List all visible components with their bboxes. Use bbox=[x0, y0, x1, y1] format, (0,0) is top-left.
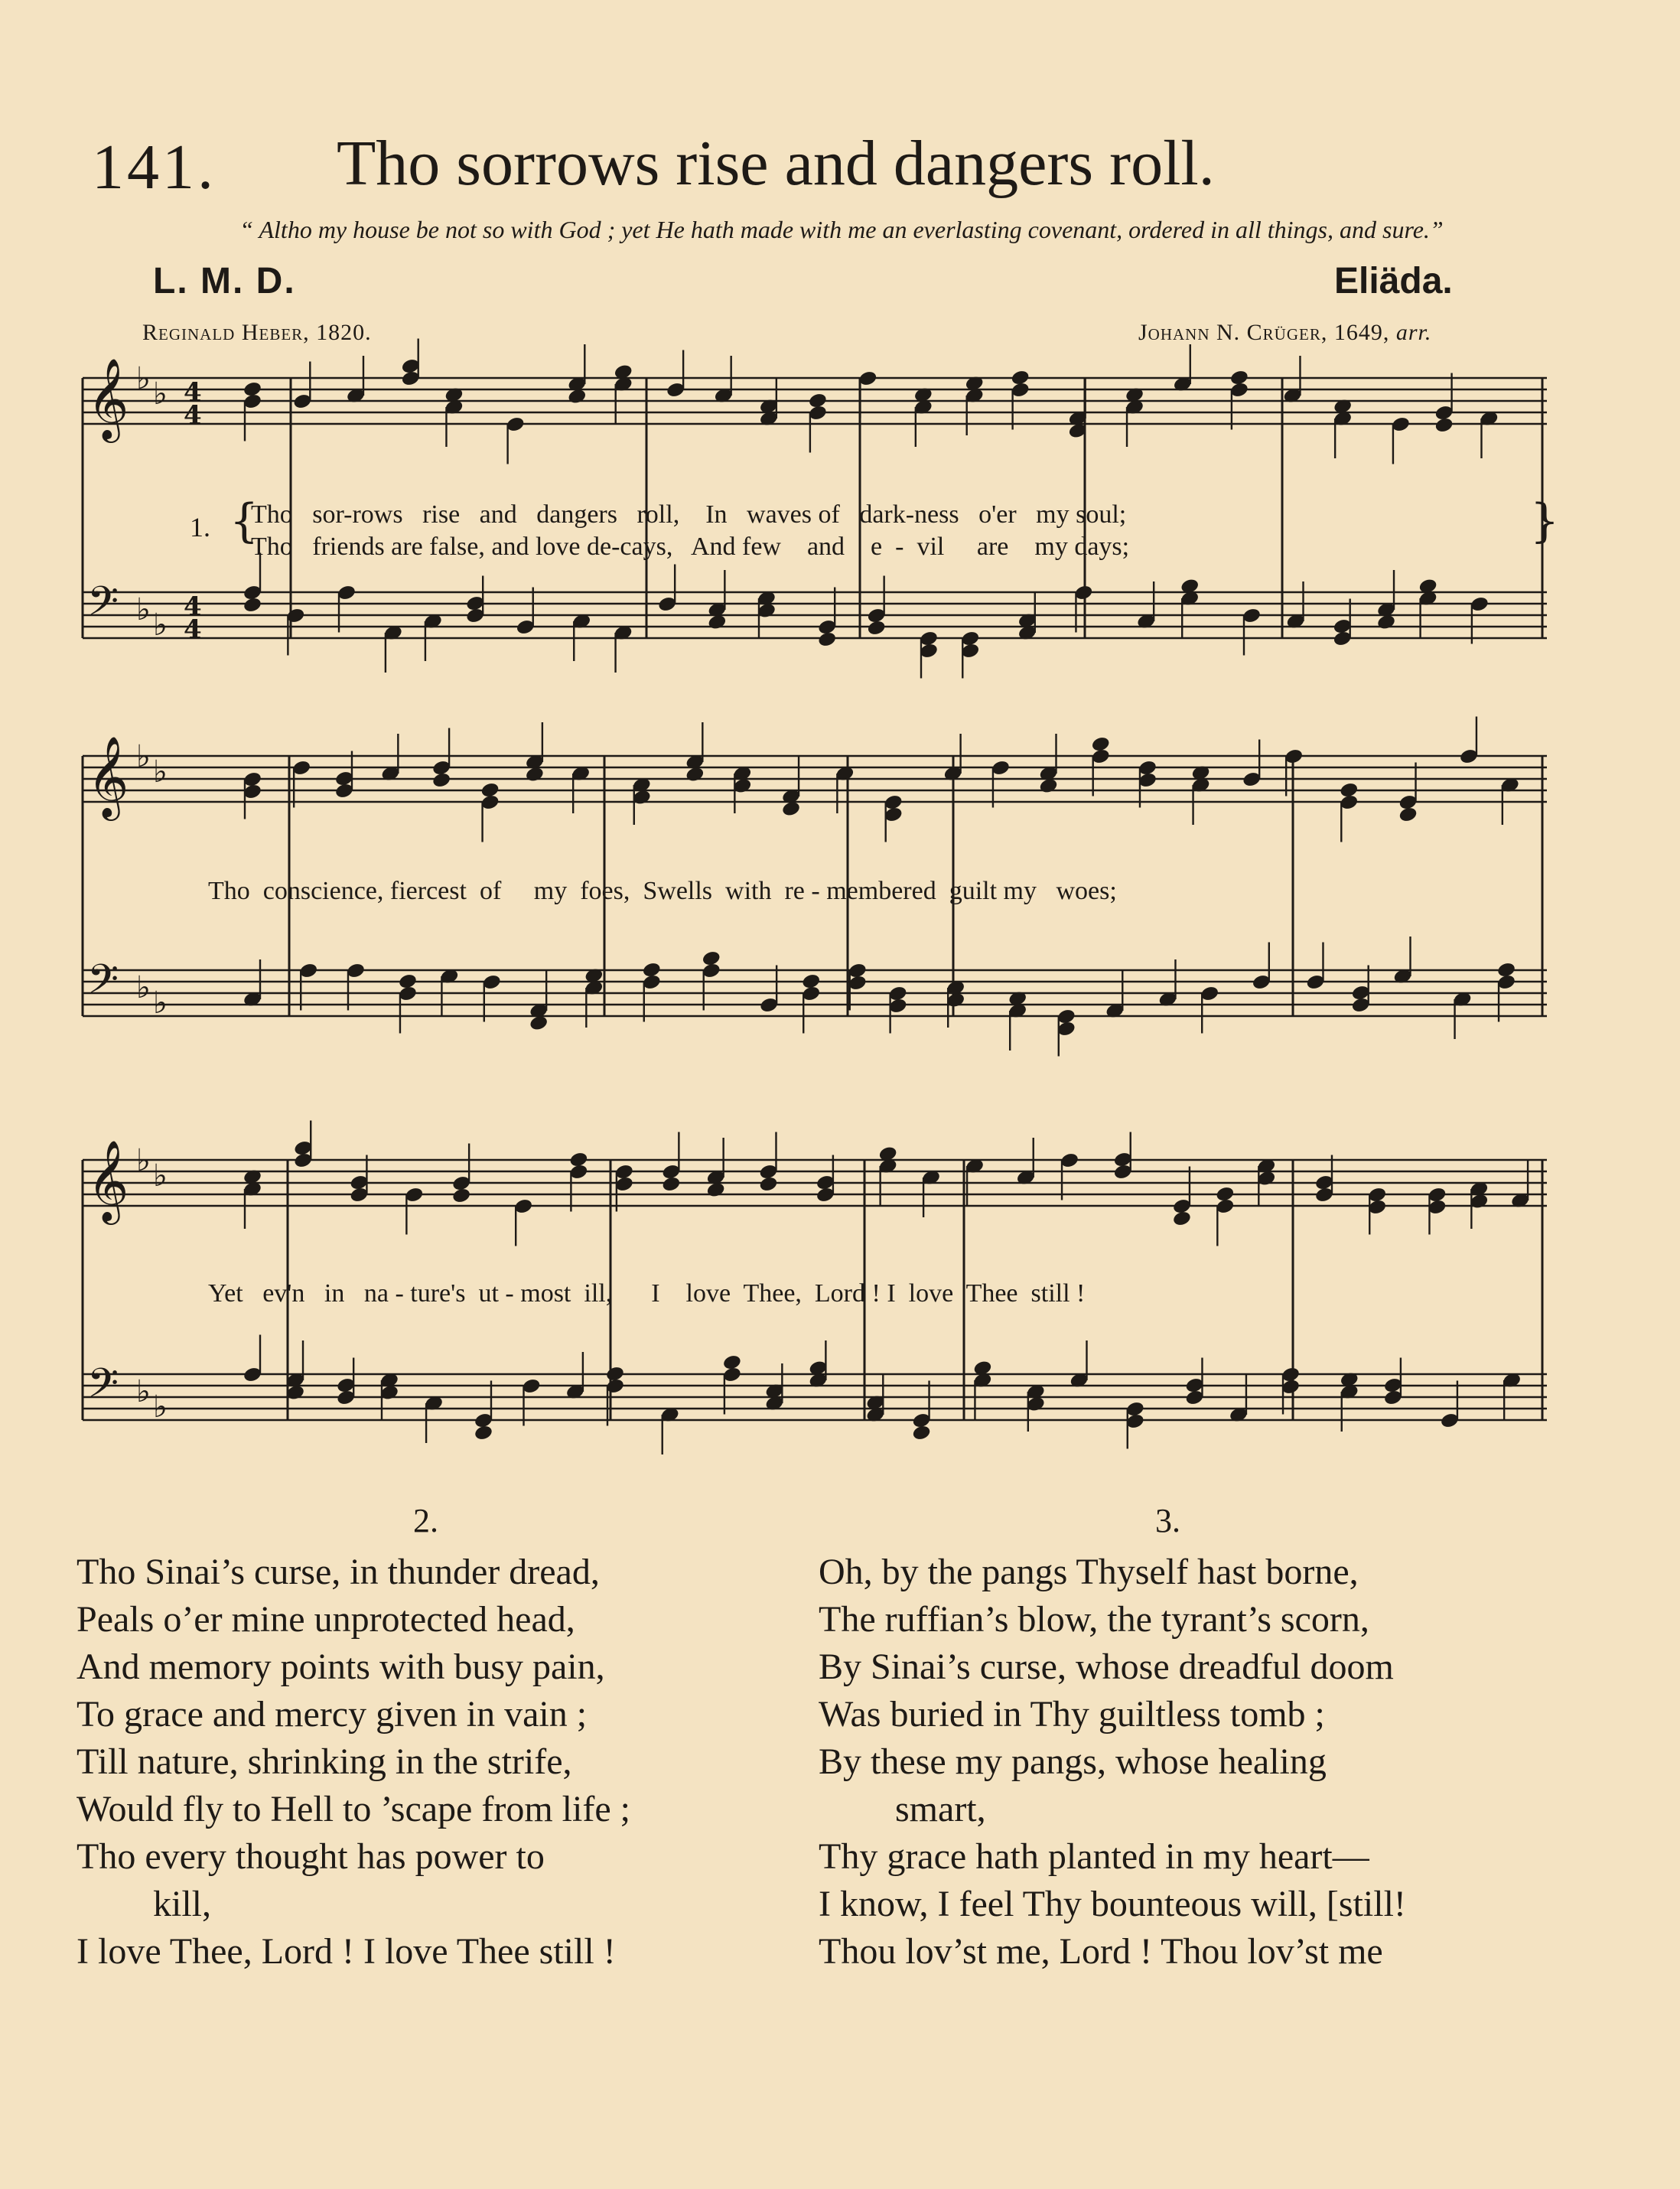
note-head bbox=[1215, 1185, 1235, 1203]
note-head bbox=[911, 1424, 931, 1441]
verse-line: Peals o’er mine unprotected head, bbox=[77, 1599, 575, 1640]
verse-2-number: 2. bbox=[413, 1502, 438, 1539]
verse-line: Thou lov’st me, Lord ! Thou lov’st me bbox=[819, 1931, 1383, 1972]
note-head bbox=[1011, 369, 1030, 386]
verse-line: kill, bbox=[153, 1884, 212, 1924]
time-signature: 4 bbox=[184, 400, 202, 431]
note-head bbox=[243, 596, 262, 614]
note-head bbox=[702, 950, 721, 967]
note-head bbox=[661, 1175, 681, 1193]
treble-clef: 𝄞 bbox=[87, 1139, 129, 1221]
tune-name: Eliäda. bbox=[1334, 261, 1453, 301]
note-head bbox=[243, 380, 262, 398]
verse-line: Was buried in Thy guiltless tomb ; bbox=[819, 1694, 1325, 1735]
meter: L. M. D. bbox=[153, 261, 296, 301]
verse-line: Thy grace hath planted in my heart— bbox=[819, 1836, 1369, 1877]
time-signature: 4 bbox=[184, 614, 202, 645]
flat-sign: ♭ bbox=[136, 1374, 151, 1409]
flat-sign: ♭ bbox=[153, 754, 168, 790]
flat-sign: ♭ bbox=[153, 985, 168, 1021]
note-head bbox=[808, 392, 828, 409]
flat-sign: ♭ bbox=[153, 608, 168, 643]
note-head bbox=[480, 781, 500, 799]
treble-clef: 𝄞 bbox=[87, 735, 129, 817]
flat-sign: ♭ bbox=[136, 361, 151, 396]
verse-line: Tho Sinai’s curse, in thunder dread, bbox=[77, 1552, 600, 1592]
note-head bbox=[801, 972, 821, 990]
note-head bbox=[817, 630, 837, 648]
flat-sign: ♭ bbox=[153, 376, 168, 412]
verse-line: Till nature, shrinking in the strife, bbox=[77, 1741, 572, 1782]
note-head bbox=[1434, 416, 1454, 434]
verse-line: Would fly to Hell to ’scape from life ; bbox=[77, 1789, 630, 1829]
lyric-system1-line2: Tho friends are false, and love de-cays, And few and e - vil are my days; bbox=[251, 533, 1130, 561]
verse-line: To grace and mercy given in vain ; bbox=[77, 1694, 588, 1735]
treble-clef: 𝄞 bbox=[87, 357, 129, 439]
note-head bbox=[1496, 961, 1516, 979]
time-signature: 4 bbox=[184, 591, 202, 622]
composer-name: Johann N. Crüger, 1649, bbox=[1138, 320, 1390, 345]
verse-line: Tho every thought has power to bbox=[77, 1836, 545, 1877]
note-head bbox=[642, 961, 662, 979]
flat-sign: ♭ bbox=[136, 592, 151, 627]
verse-line: The ruffian’s blow, the tyrant’s scorn, bbox=[819, 1599, 1369, 1640]
lyric-brace-right: } bbox=[1530, 494, 1560, 548]
note-head bbox=[1172, 1210, 1192, 1227]
verse-3-number: 3. bbox=[1155, 1502, 1180, 1539]
verse-line: Oh, by the pangs Thyself hast borne, bbox=[819, 1552, 1359, 1592]
note-head bbox=[758, 1175, 778, 1193]
flat-sign: ♭ bbox=[153, 1158, 168, 1194]
lyric-system2: Tho conscience, fiercest of my foes, Swells with re - membered guilt my woes; bbox=[208, 877, 1117, 905]
verse-2 bbox=[77, 1549, 811, 1976]
note-head bbox=[398, 972, 418, 990]
note-head bbox=[1091, 735, 1111, 753]
verse-line: I love Thee, Lord ! I love Thee still ! bbox=[77, 1931, 616, 1972]
note-head bbox=[1339, 781, 1359, 799]
note-head bbox=[722, 1353, 742, 1371]
bass-clef: 𝄢 bbox=[87, 578, 119, 635]
verse-3 bbox=[819, 1549, 1630, 1976]
lyric-system1-line1: Tho sor-rows rise and dangers roll, In waves of dark-ness o'er my soul; bbox=[251, 500, 1127, 529]
note-head bbox=[867, 619, 887, 637]
flat-sign: ♭ bbox=[136, 739, 151, 774]
time-signature: 4 bbox=[184, 377, 202, 408]
note-head bbox=[1398, 806, 1418, 823]
verse-line: I know, I feel Thy bounteous will, [still! bbox=[819, 1884, 1406, 1924]
verse-label: 1. bbox=[190, 512, 210, 542]
note-head bbox=[431, 771, 451, 789]
flat-sign: ♭ bbox=[153, 1389, 168, 1425]
verse-line: By Sinai’s curse, whose dreadful doom bbox=[819, 1647, 1394, 1687]
lyric-brace-left: { bbox=[230, 494, 259, 548]
bass-clef: 𝄢 bbox=[87, 956, 119, 1013]
bass-clef: 𝄢 bbox=[87, 1360, 119, 1417]
hymn-title: Tho sorrows rise and dangers roll. bbox=[337, 128, 1215, 199]
hymn-number: 141. bbox=[92, 132, 217, 203]
flat-sign: ♭ bbox=[136, 1143, 151, 1178]
composer-suffix: arr. bbox=[1395, 320, 1432, 345]
lyric-system3: Yet ev'n in na - ture's ut - most ill, I love Thee, Lord ! I love Thee still ! bbox=[208, 1279, 1086, 1308]
epigraph: “ Altho my house be not so with God ; yet He hath made with me an everlasting covenant, ordered in all things, and sure.” bbox=[239, 216, 1444, 243]
note-head bbox=[1229, 369, 1249, 386]
flat-sign: ♭ bbox=[136, 970, 151, 1005]
verse-line: smart, bbox=[895, 1789, 986, 1829]
verse-line: And memory points with busy pain, bbox=[77, 1647, 605, 1687]
note-head bbox=[451, 1187, 471, 1204]
note-head bbox=[568, 1151, 588, 1168]
note-head bbox=[474, 1424, 493, 1441]
verse-line: By these my pangs, whose healing bbox=[819, 1741, 1327, 1782]
author: Reginald Heber, 1820. bbox=[142, 320, 372, 345]
note-head bbox=[605, 1365, 625, 1383]
